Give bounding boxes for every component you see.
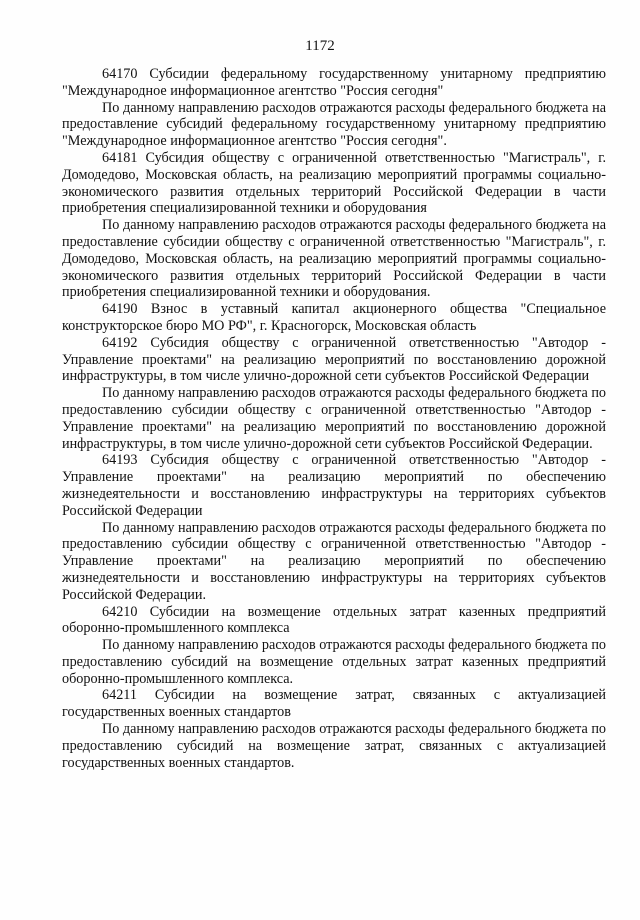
paragraph-64211-heading: 64211 Субсидии на возмещение затрат, связанных с актуализацией государственных военных стандартов <box>62 687 606 721</box>
paragraph-64193-heading: 64193 Субсидия обществу с ограниченной ответственностью "Автодор - Управление проектами" на реализацию мероприятий по обеспечению жизнедеятельности и восстановлению инфраструктуры на территориях субъектов Российской Федерации <box>62 452 606 519</box>
paragraph-64170-heading: 64170 Субсидии федеральному государственному унитарному предприятию "Международное информационное агентство "Россия сегодня" <box>62 66 606 99</box>
paragraph-64193-description: По данному направлению расходов отражаются расходы федерального бюджета по предоставлению субсидии обществу с ограниченной ответственностью "Автодор - Управление проектами" на реализацию мероприятий по обеспечению жизнедеятельности и восстановлению инфраструктуры на территориях субъектов Российской Федерации. <box>62 519 606 603</box>
document-body <box>62 66 606 771</box>
paragraph-64181-description: По данному направлению расходов отражаются расходы федерального бюджета на предоставление субсидии обществу с ограниченной ответственностью "Магистраль", г. Домодедово, Московская область, на реализацию мероприятий программы социально-экономического развития отдельных территорий Российской Федерации в части приобретения специализированной техники и оборудования. <box>62 217 606 301</box>
paragraph-64192-description: По данному направлению расходов отражаются расходы федерального бюджета по предоставлению субсидии обществу с ограниченной ответственностью "Автодор - Управление проектами" на реализацию мероприятий по восстановлению дорожной инфраструктуры, в том числе улично-дорожной сети субъектов Российской Федерации. <box>62 385 606 452</box>
paragraph-64192-heading: 64192 Субсидия обществу с ограниченной ответственностью "Автодор - Управление проектами" на реализацию мероприятий по восстановлению дорожной инфраструктуры, в том числе улично-дорожной сети субъектов Российской Федерации <box>62 334 606 385</box>
paragraph-64170-description: По данному направлению расходов отражаются расходы федерального бюджета на предоставление субсидий федеральному государственному унитарному предприятию "Международное информационное агентство "Россия сегодня". <box>62 99 606 150</box>
paragraph-64190-heading: 64190 Взнос в уставный капитал акционерного общества "Специальное конструкторское бюро МО РФ", г. Красногорск, Московская область <box>62 301 606 334</box>
paragraph-64181-heading: 64181 Субсидия обществу с ограниченной ответственностью "Магистраль", г. Домодедово, Московская область, на реализацию мероприятий программы социально-экономического развития отдельных территорий Российской Федерации в части приобретения специализированной техники и оборудования <box>62 149 606 217</box>
paragraph-64210-heading: 64210 Субсидии на возмещение отдельных затрат казенных предприятий оборонно-промышленного комплекса <box>62 603 606 637</box>
page-number: 1172 <box>305 38 335 54</box>
paragraph-64211-description: По данному направлению расходов отражаются расходы федерального бюджета по предоставлению субсидий на возмещение затрат, связанных с актуализацией государственных военных стандартов. <box>62 721 606 771</box>
paragraph-64210-description: По данному направлению расходов отражаются расходы федерального бюджета по предоставлению субсидий на возмещение отдельных затрат казенных предприятий оборонно-промышленного комплекса. <box>62 637 606 687</box>
